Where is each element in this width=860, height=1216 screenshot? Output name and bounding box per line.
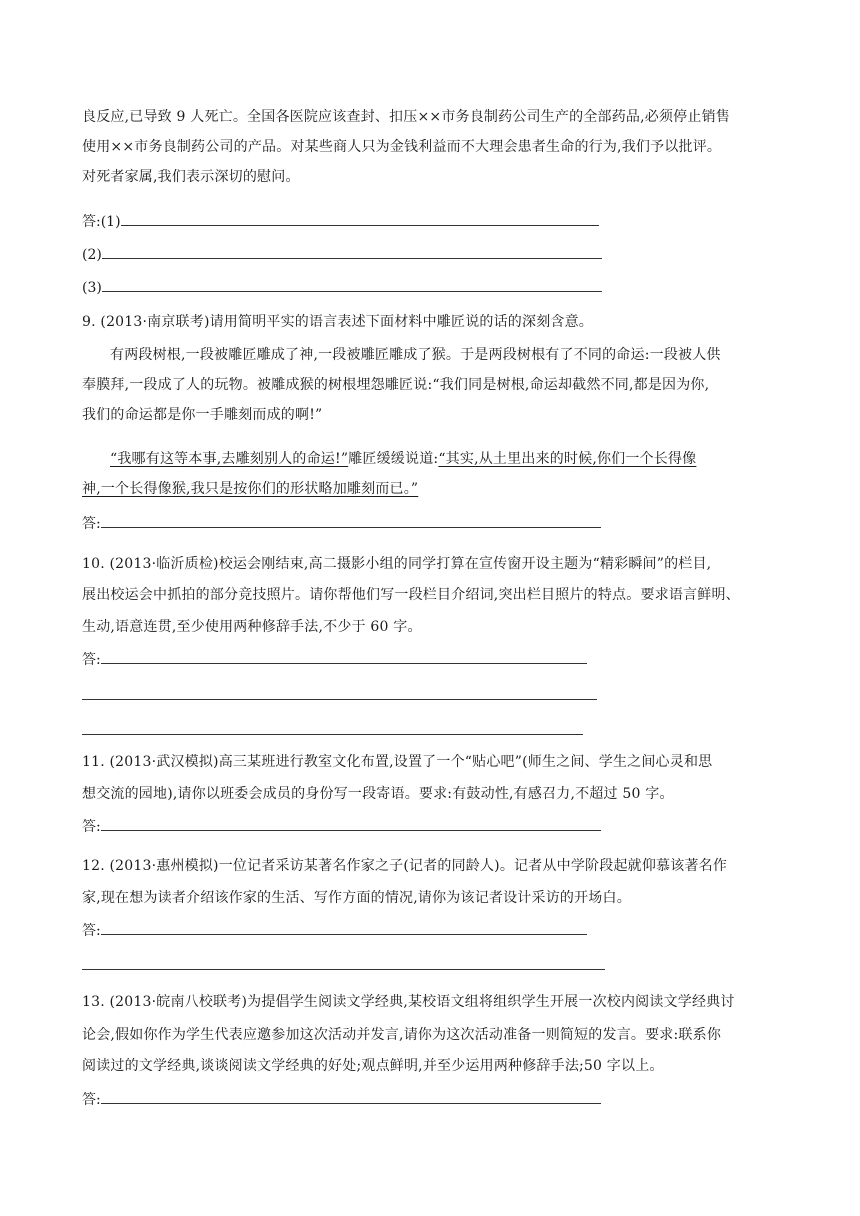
q9-title: 9. (2013·南京联考)请用简明平实的语言表述下面材料中雕匠说的话的深刻含意。 xyxy=(82,314,594,330)
answer-label: 答: xyxy=(82,819,101,835)
q10-answer-rule-2[interactable] xyxy=(82,699,597,700)
q13-line-1: 13. (2013·皖南八校联考)为提倡学生阅读文学经典,某校语文组将组织学生开展一次校内阅读文学经典讨 xyxy=(82,994,735,1010)
intro-line-1: 良反应,已导致 9 人死亡。全国各医院应该查封、扣压××市务良制药公司生产的全部药品,必须停止销售 xyxy=(82,109,730,125)
q9-para1-line2: 奉膜拜,一段成了人的玩物。被雕成猴的树根埋怨雕匠说:“我们同是树根,命运却截然不同,都是因为你, xyxy=(82,377,710,393)
q10-line-3: 生动,语意连贯,至少使用两种修辞手法,不少于 60 字。 xyxy=(82,619,422,635)
q11-line-2: 想交流的园地),请你以班委会成员的身份写一段寄语。要求:有鼓动性,有感召力,不超过 50 字。 xyxy=(82,786,674,802)
answer-line-1[interactable] xyxy=(82,210,599,234)
q11-line-1: 11. (2013·武汉模拟)高三某班进行教室文化布置,设置了一个“贴心吧”(师生之间、学生之间心灵和思 xyxy=(82,754,713,770)
answer-line-3[interactable] xyxy=(82,276,602,300)
q9-answer-line[interactable] xyxy=(82,512,601,536)
q12-line-2: 家,现在想为读者介绍该作家的生活、写作方面的情况,请你为该记者设计采访的开场白。 xyxy=(82,890,631,906)
answer-label: 答: xyxy=(82,516,101,532)
q9-narration: 雕匠缓缓说道: xyxy=(348,451,439,467)
answer-line-2[interactable] xyxy=(82,243,602,267)
q13-answer-line[interactable] xyxy=(82,1088,601,1112)
answer-label: 答: xyxy=(82,1092,101,1108)
answer-label: 答: xyxy=(82,652,101,668)
q12-answer-rule-2[interactable] xyxy=(82,969,605,970)
answer-label: (2) xyxy=(82,247,102,263)
q11-answer-line[interactable] xyxy=(82,815,601,839)
q9-para2-line2 xyxy=(82,474,778,504)
answer-label: 答: xyxy=(82,923,101,939)
q10-line-2: 展出校运会中抓拍的部分竞技照片。请你帮他们写一段栏目介绍词,突出栏目照片的特点。要求语言鲜明、 xyxy=(82,587,740,603)
intro-line-2: 使用××市务良制药公司的产品。对某些商人只为金钱利益而不大理会患者生命的行为,我们予以批评。 xyxy=(82,139,722,155)
q10-answer-line[interactable] xyxy=(82,648,587,672)
q9-quote-1: “我哪有这等本事,去雕刻别人的命运!” xyxy=(110,451,349,467)
q9-para1-line1: 有两段树根,一段被雕匠雕成了神,一段被雕匠雕成了猴。于是两段树根有了不同的命运:一段被人供 xyxy=(110,347,721,363)
q9-para1-line3: 我们的命运都是你一手雕刻而成的啊!” xyxy=(82,407,323,423)
q12-answer-line[interactable] xyxy=(82,919,587,943)
q10-line-1: 10. (2013·临沂质检)校运会刚结束,高二摄影小组的同学打算在宣传窗开设主题为“精彩瞬间”的栏目, xyxy=(82,556,712,572)
answer-label: (3) xyxy=(82,280,102,296)
q13-line-2: 论会,假如你作为学生代表应邀参加这次活动并发言,请你为这次活动准备一则简短的发言。要求:联系你 xyxy=(82,1027,722,1043)
q9-para2-line1 xyxy=(110,444,806,474)
intro-line-3: 对死者家属,我们表示深切的慰问。 xyxy=(82,169,300,185)
answer-label: 答:(1) xyxy=(82,214,121,230)
q9-quote-2-cont: 神,一个长得像猴,我只是按你们的形状略加雕刻而已。” xyxy=(82,481,419,497)
q12-line-1: 12. (2013·惠州模拟)一位记者采访某著名作家之子(记者的同龄人)。记者从中学阶段起就仰慕该著名作 xyxy=(82,858,728,874)
q10-answer-rule-3[interactable] xyxy=(82,734,583,735)
q9-quote-2: “其实,从土里出来的时候,你们一个长得像 xyxy=(438,451,697,467)
q13-line-3: 阅读过的文学经典,谈谈阅读文学经典的好处;观点鲜明,并至少运用两种修辞手法;50 字以上。 xyxy=(82,1058,664,1074)
